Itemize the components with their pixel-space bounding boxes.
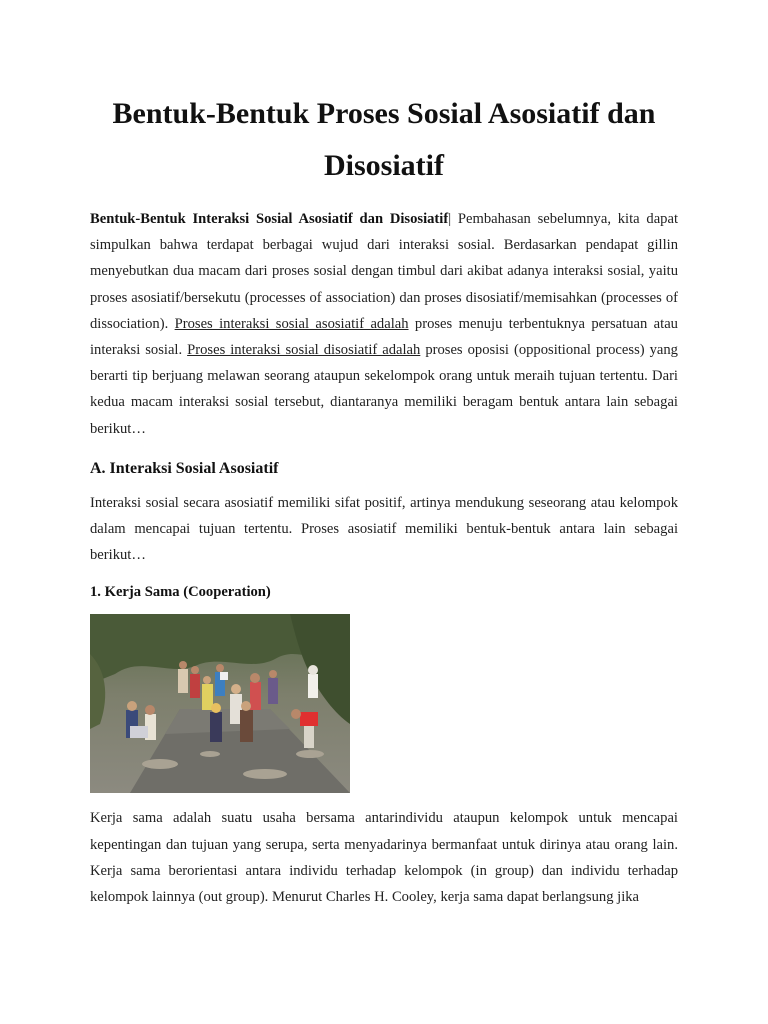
section-a-heading: A. Interaksi Sosial Asosiatif: [90, 459, 279, 477]
intro-text-1: | Pembahasan sebelumnya, kita dapat simpulkan bahwa terdapat berbagai wujud dari interaksi sosial. Berdasarkan pendapat gillin menyebutkan dua macam dari proses sosial dengan timbul dari akibat adanya interaksi sosial, yaitu proses asosiatif/bersekutu (processes of association) dan proses disosiatif/memisahkan (processes of dissociation).: [90, 211, 678, 332]
subsection-1-heading: 1. Kerja Sama (Cooperation): [90, 584, 271, 601]
subsection-1-paragraph: Kerja sama adalah suatu usaha bersama antarindividu ataupun kelompok untuk mencapai kepentingan dan tujuan yang serupa, serta menyadarinya bermanfaat untuk dirinya atau orang lain. Kerja sama berorientasi antara individu terhadap kelompok (in group) dan individu terhadap kelompok lainnya (out group). Menurut Charles H. Cooley, kerja sama dapat berlangsung jika: [90, 810, 678, 906]
section-a-paragraph: Interaksi sosial secara asosiatif memiliki sifat positif, artinya mendukung seseorang atau kelompok dalam mencapai tujuan tertentu. Proses asosiatif memiliki bentuk-bentuk antara lain sebagai berikut…: [90, 494, 678, 564]
intro-link-disosiatif[interactable]: Proses interaksi sosial disosiatif adalah: [187, 342, 421, 359]
document-page: [90, 0, 678, 910]
intro-link-asosiatif[interactable]: Proses interaksi sosial asosiatif adalah: [174, 315, 409, 332]
intro-text-3: proses oposisi (oppositional process) yang berarti tip berjuang melawan seorang ataupun sekelompok orang untuk meraih tujuan tertentu. Dari kedua macam interaksi sosial tersebut, diantaranya memiliki beragam bentuk antara lain sebagai berikut…: [90, 342, 678, 437]
intro-paragraph: [90, 206, 678, 442]
document-title: Bentuk-Bentuk Proses Sosial Asosiatif dan Disosiatif: [112, 97, 656, 182]
intro-text-2: proses menuju terbentuknya persatuan atau interaksi sosial.: [90, 315, 678, 359]
cooperation-photo: [90, 614, 350, 793]
intro-bold-lead: Bentuk-Bentuk Interaksi Sosial Asosiatif dan Disosiatif: [90, 211, 449, 227]
